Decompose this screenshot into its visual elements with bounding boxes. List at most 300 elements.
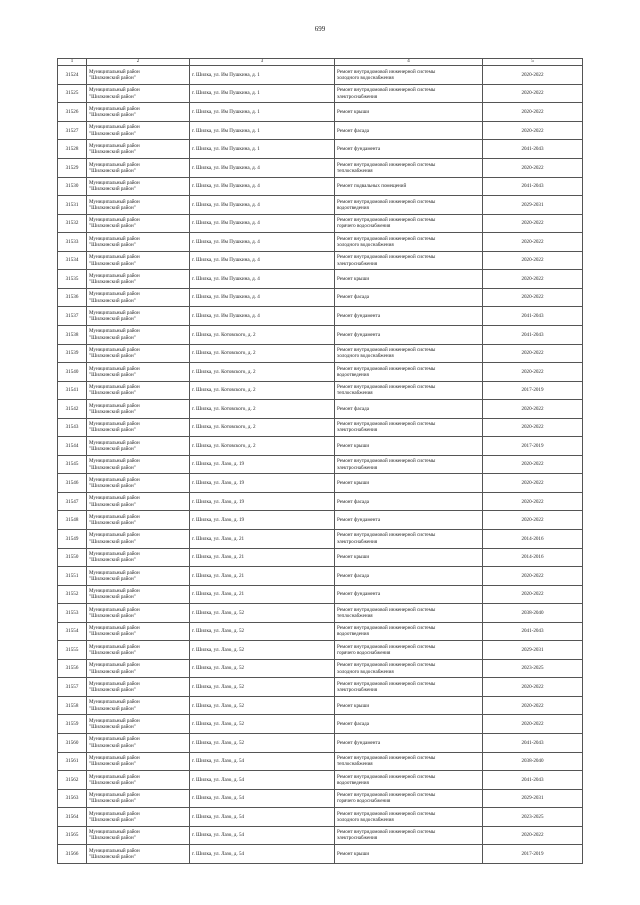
work-type-cell xyxy=(335,325,483,344)
cell-line: Муниципальный район xyxy=(89,662,140,669)
page-number: 699 xyxy=(314,25,326,33)
address-cell: г. Шилка, ул. Им Пушкина, д. 4 xyxy=(190,270,335,289)
record-number-cell: 31530 xyxy=(58,177,87,196)
cell-line: "Шилкинский район" xyxy=(89,93,136,100)
cell-line: "Шилкинский район" xyxy=(89,798,136,805)
period-cell: 2020-2022 xyxy=(483,715,583,734)
cell-line: Муниципальный район xyxy=(89,365,140,372)
municipality-cell xyxy=(87,196,190,215)
work-type-cell xyxy=(335,604,483,623)
record-number-cell: 31524 xyxy=(58,66,87,85)
record-number-cell: 31556 xyxy=(58,659,87,678)
cell-line: Ремонт фундамента xyxy=(337,146,381,153)
cell-line: Муниципальный район xyxy=(89,643,140,650)
cell-line: Ремонт внутридомовой инженерной системы xyxy=(337,217,436,224)
municipality-cell xyxy=(87,270,190,289)
address-cell: г. Шилка, ул. Им Пушкина, д. 1 xyxy=(190,66,335,85)
cell-line: Муниципальный район xyxy=(89,198,140,205)
record-number-cell: 31528 xyxy=(58,140,87,159)
record-number-cell: 31547 xyxy=(58,492,87,511)
cell-line: теплоснабжения xyxy=(337,761,373,768)
period-cell: 2020-2022 xyxy=(483,678,583,697)
period-cell: 2020-2022 xyxy=(483,84,583,103)
cell-line: Муниципальный район xyxy=(89,736,140,743)
period-cell: 2017-2019 xyxy=(483,381,583,400)
municipality-cell xyxy=(87,140,190,159)
cell-line: "Шилкинский район" xyxy=(89,520,136,527)
cell-line: Муниципальный район xyxy=(89,755,140,761)
table-row xyxy=(58,233,583,252)
cell-line: "Шилкинский район" xyxy=(89,687,136,694)
cell-line: Муниципальный район xyxy=(89,272,140,279)
address-cell: г. Шилка, ул. Им Пушкина, д. 1 xyxy=(190,140,335,159)
work-type-cell xyxy=(335,233,483,252)
municipality-cell xyxy=(87,103,190,122)
column-header: 5 xyxy=(483,59,583,66)
table-row xyxy=(58,826,583,845)
work-type-cell xyxy=(335,845,483,864)
table-row xyxy=(58,659,583,678)
table-row xyxy=(58,548,583,567)
table-row xyxy=(58,808,583,827)
cell-line: "Шилкинский район" xyxy=(89,167,136,174)
cell-line: Ремонт фасада xyxy=(337,498,370,505)
cell-line: водоотведения xyxy=(337,204,369,211)
address-cell: г. Шилка, ул. Им Пушкина, д. 4 xyxy=(190,233,335,252)
cell-line: Ремонт фасада xyxy=(337,294,370,301)
cell-line: Ремонт подвальных помещений xyxy=(337,183,407,190)
cell-line: "Шилкинский район" xyxy=(89,742,136,749)
cell-line: Муниципальный район xyxy=(89,87,140,94)
period-cell: 2020-2022 xyxy=(483,159,583,178)
cell-line: "Шилкинский район" xyxy=(89,594,136,601)
cell-line: Ремонт крыши xyxy=(337,275,370,282)
work-type-cell xyxy=(335,715,483,734)
address-cell: г. Шилка, ул. Им Пушкина, д. 1 xyxy=(190,103,335,122)
cell-line: Муниципальный район xyxy=(89,161,140,168)
municipality-cell xyxy=(87,659,190,678)
cell-line: "Шилкинский район" xyxy=(89,483,136,490)
table-row xyxy=(58,604,583,623)
municipality-cell xyxy=(87,121,190,140)
cell-line: водоотведения xyxy=(337,371,369,378)
record-number-cell: 31543 xyxy=(58,418,87,437)
municipality-cell xyxy=(87,678,190,697)
address-cell: г. Шилка, ул. Котовского, д. 2 xyxy=(190,400,335,419)
cell-line: Муниципальный район xyxy=(89,588,140,595)
cell-line: Муниципальный район xyxy=(89,180,140,187)
work-type-cell xyxy=(335,214,483,233)
cell-line: "Шилкинский район" xyxy=(89,575,136,582)
period-cell: 2038-2040 xyxy=(483,752,583,771)
address-cell: г. Шилка, ул. Им Пушкина, д. 1 xyxy=(190,121,335,140)
record-number-cell: 31548 xyxy=(58,511,87,530)
work-type-cell xyxy=(335,548,483,567)
record-number-cell: 31550 xyxy=(58,548,87,567)
cell-line: электроснабжения xyxy=(337,687,378,694)
municipality-cell xyxy=(87,159,190,178)
record-number-cell: 31552 xyxy=(58,585,87,604)
table-row xyxy=(58,789,583,808)
municipality-cell xyxy=(87,622,190,641)
record-number-cell: 31545 xyxy=(58,455,87,474)
cell-line: Муниципальный район xyxy=(89,717,140,724)
work-type-cell xyxy=(335,808,483,827)
cell-line: холодного водоснабжения xyxy=(337,668,394,675)
cell-line: Ремонт крыши xyxy=(337,442,370,449)
address-cell: г. Шилка, ул. Котовского, д. 2 xyxy=(190,363,335,382)
record-number-cell: 31565 xyxy=(58,826,87,845)
cell-line: Муниципальный район xyxy=(89,142,140,149)
work-type-cell xyxy=(335,177,483,196)
cell-line: водоотведения xyxy=(337,779,369,786)
cell-line: горячего водоснабжения xyxy=(337,223,391,230)
municipality-cell xyxy=(87,604,190,623)
cell-line: Муниципальный район xyxy=(89,254,140,261)
work-type-cell xyxy=(335,771,483,790)
cell-line: горячего водоснабжения xyxy=(337,798,391,805)
cell-line: Муниципальный район xyxy=(89,792,140,799)
column-header: 3 xyxy=(190,59,335,66)
municipality-cell xyxy=(87,177,190,196)
period-cell: 2041-2043 xyxy=(483,622,583,641)
cell-line: "Шилкинский район" xyxy=(89,223,136,230)
municipality-cell xyxy=(87,251,190,270)
municipality-cell xyxy=(87,381,190,400)
cell-line: "Шилкинский район" xyxy=(89,816,136,823)
address-cell: г. Шилка, ул. Им Пушкина, д. 4 xyxy=(190,196,335,215)
cell-line: "Шилкинский район" xyxy=(89,260,136,267)
record-number-cell: 31564 xyxy=(58,808,87,827)
work-type-cell xyxy=(335,363,483,382)
period-cell: 2014-2016 xyxy=(483,529,583,548)
address-cell: г. Шилка, ул. Котовского, д. 2 xyxy=(190,325,335,344)
record-number-cell: 31534 xyxy=(58,251,87,270)
table-row xyxy=(58,251,583,270)
table-row xyxy=(58,585,583,604)
work-type-cell xyxy=(335,159,483,178)
work-type-cell xyxy=(335,492,483,511)
record-number-cell: 31549 xyxy=(58,529,87,548)
cell-line: Муниципальный район xyxy=(89,217,140,224)
table-row xyxy=(58,288,583,307)
work-type-cell xyxy=(335,381,483,400)
period-cell: 2017-2019 xyxy=(483,845,583,864)
cell-line: Ремонт фундамента xyxy=(337,313,381,320)
period-cell: 2029-2031 xyxy=(483,196,583,215)
cell-line: Ремонт фасада xyxy=(337,721,370,728)
table-row xyxy=(58,84,583,103)
cell-line: Муниципальный район xyxy=(89,532,140,539)
period-cell: 2023-2025 xyxy=(483,659,583,678)
cell-line: холодного водоснабжения xyxy=(337,75,394,82)
municipality-cell xyxy=(87,789,190,808)
table-row xyxy=(58,196,583,215)
address-cell: г. Шилка, ул. Котовского, д. 2 xyxy=(190,437,335,456)
cell-line: Муниципальный район xyxy=(89,550,140,557)
cell-line: "Шилкинский район" xyxy=(89,390,136,397)
period-cell: 2029-2031 xyxy=(483,641,583,660)
cell-line: Муниципальный район xyxy=(89,384,140,391)
period-cell: 2041-2043 xyxy=(483,733,583,752)
period-cell: 2020-2022 xyxy=(483,492,583,511)
work-type-cell xyxy=(335,196,483,215)
record-number-cell: 31526 xyxy=(58,103,87,122)
municipality-cell xyxy=(87,808,190,827)
period-cell: 2017-2019 xyxy=(483,437,583,456)
work-type-cell xyxy=(335,567,483,586)
work-type-cell xyxy=(335,400,483,419)
cell-line: Муниципальный район xyxy=(89,309,140,316)
table-row xyxy=(58,733,583,752)
address-cell: г. Шилка, ул. Им Пушкина, д. 4 xyxy=(190,214,335,233)
address-cell: г. Шилка, ул. Лазо, д. 21 xyxy=(190,529,335,548)
period-cell: 2041-2043 xyxy=(483,771,583,790)
cell-line: "Шилкинский район" xyxy=(89,779,136,786)
cell-line: Ремонт внутридомовой инженерной системы xyxy=(337,680,436,687)
address-cell: г. Шилка, ул. Лазо, д. 52 xyxy=(190,715,335,734)
work-type-cell xyxy=(335,455,483,474)
cell-line: Ремонт внутридомовой инженерной системы xyxy=(337,384,436,391)
table-row xyxy=(58,177,583,196)
cell-line: Ремонт фасада xyxy=(337,405,370,412)
cell-line: теплоснабжения xyxy=(337,390,373,397)
municipality-cell xyxy=(87,325,190,344)
address-cell: г. Шилка, ул. Лазо, д. 52 xyxy=(190,678,335,697)
municipality-cell xyxy=(87,344,190,363)
table-header xyxy=(58,59,583,66)
table-row xyxy=(58,363,583,382)
work-type-cell xyxy=(335,789,483,808)
municipality-cell xyxy=(87,492,190,511)
record-number-cell: 31555 xyxy=(58,641,87,660)
work-type-cell xyxy=(335,696,483,715)
work-type-cell xyxy=(335,585,483,604)
cell-line: электроснабжения xyxy=(337,464,378,471)
period-cell: 2020-2022 xyxy=(483,455,583,474)
cell-line: "Шилкинский район" xyxy=(89,112,136,119)
cell-line: Ремонт внутридомовой инженерной системы xyxy=(337,625,436,632)
cell-line: Муниципальный район xyxy=(89,810,140,817)
table-row xyxy=(58,270,583,289)
municipality-cell xyxy=(87,400,190,419)
municipality-cell xyxy=(87,641,190,660)
record-number-cell: 31566 xyxy=(58,845,87,864)
table-row xyxy=(58,214,583,233)
work-type-cell xyxy=(335,288,483,307)
record-number-cell: 31557 xyxy=(58,678,87,697)
cell-line: Ремонт фундамента xyxy=(337,739,381,746)
record-number-cell: 31558 xyxy=(58,696,87,715)
work-type-cell xyxy=(335,641,483,660)
cell-line: "Шилкинский район" xyxy=(89,538,136,545)
period-cell: 2020-2022 xyxy=(483,511,583,530)
cell-line: Ремонт внутридомовой инженерной системы xyxy=(337,421,436,428)
cell-line: водоотведения xyxy=(337,631,369,638)
cell-line: Муниципальный район xyxy=(89,699,140,706)
table-row xyxy=(58,455,583,474)
period-cell: 2020-2022 xyxy=(483,474,583,493)
record-number-cell: 31546 xyxy=(58,474,87,493)
municipality-cell xyxy=(87,418,190,437)
cell-line: Ремонт фасада xyxy=(337,127,370,134)
table-row xyxy=(58,121,583,140)
record-number-cell: 31532 xyxy=(58,214,87,233)
municipality-cell xyxy=(87,529,190,548)
table-row xyxy=(58,325,583,344)
cell-line: Муниципальный район xyxy=(89,421,140,428)
period-cell: 2020-2022 xyxy=(483,66,583,85)
cell-line: Ремонт внутридомовой инженерной системы xyxy=(337,810,436,817)
address-cell: г. Шилка, ул. Лазо, д. 19 xyxy=(190,492,335,511)
address-cell: г. Шилка, ул. Лазо, д. 52 xyxy=(190,641,335,660)
cell-line: Ремонт внутридомовой инженерной системы xyxy=(337,643,436,650)
address-cell: г. Шилка, ул. Лазо, д. 52 xyxy=(190,604,335,623)
cell-line: "Шилкинский район" xyxy=(89,501,136,508)
period-cell: 2020-2022 xyxy=(483,826,583,845)
cell-line: Муниципальный район xyxy=(89,476,140,483)
work-type-cell xyxy=(335,511,483,530)
work-type-cell xyxy=(335,752,483,771)
cell-line: холодного водоснабжения xyxy=(337,353,394,360)
record-number-cell: 31529 xyxy=(58,159,87,178)
record-number-cell: 31536 xyxy=(58,288,87,307)
cell-line: Ремонт фундамента xyxy=(337,591,381,598)
cell-line: "Шилкинский район" xyxy=(89,75,136,82)
period-cell: 2014-2016 xyxy=(483,548,583,567)
cell-line: Ремонт фундамента xyxy=(337,517,381,524)
record-number-cell: 31553 xyxy=(58,604,87,623)
municipality-cell xyxy=(87,363,190,382)
record-number-cell: 31538 xyxy=(58,325,87,344)
cell-line: Ремонт внутридомовой инженерной системы xyxy=(337,662,436,669)
cell-line: Муниципальный район xyxy=(89,569,140,576)
table-row xyxy=(58,511,583,530)
period-cell: 2038-2040 xyxy=(483,604,583,623)
cell-line: "Шилкинский район" xyxy=(89,353,136,360)
address-cell: г. Шилка, ул. Им Пушкина, д. 4 xyxy=(190,159,335,178)
record-number-cell: 31559 xyxy=(58,715,87,734)
table-row xyxy=(58,529,583,548)
cell-line: "Шилкинский район" xyxy=(89,724,136,731)
record-number-cell: 31539 xyxy=(58,344,87,363)
work-type-cell xyxy=(335,140,483,159)
cell-line: Ремонт внутридомовой инженерной системы xyxy=(337,161,436,168)
cell-line: Муниципальный район xyxy=(89,328,140,335)
municipality-cell xyxy=(87,585,190,604)
period-cell: 2020-2022 xyxy=(483,418,583,437)
work-type-cell xyxy=(335,84,483,103)
work-type-cell xyxy=(335,66,483,85)
table-row xyxy=(58,437,583,456)
cell-line: Ремонт внутридомовой инженерной системы xyxy=(337,235,436,242)
cell-line: Муниципальный район xyxy=(89,235,140,242)
work-type-cell xyxy=(335,251,483,270)
cell-line: "Шилкинский район" xyxy=(89,241,136,248)
address-cell: г. Шилка, ул. Лазо, д. 54 xyxy=(190,845,335,864)
cell-line: холодного водоснабжения xyxy=(337,816,394,823)
municipality-cell xyxy=(87,307,190,326)
repair-schedule-table xyxy=(57,58,583,864)
cell-line: электроснабжения xyxy=(337,538,378,545)
cell-line: "Шилкинский район" xyxy=(89,557,136,564)
cell-line: "Шилкинский район" xyxy=(89,761,136,768)
work-type-cell xyxy=(335,418,483,437)
work-type-cell xyxy=(335,103,483,122)
municipality-cell xyxy=(87,696,190,715)
period-cell: 2023-2025 xyxy=(483,808,583,827)
period-cell: 2020-2022 xyxy=(483,214,583,233)
cell-line: Ремонт внутридомовой инженерной системы xyxy=(337,254,436,261)
cell-line: Муниципальный район xyxy=(89,513,140,520)
table-row xyxy=(58,715,583,734)
work-type-cell xyxy=(335,344,483,363)
cell-line: Ремонт внутридомовой инженерной системы xyxy=(337,755,436,761)
cell-line: Ремонт внутридомовой инженерной системы xyxy=(337,606,436,613)
municipality-cell xyxy=(87,474,190,493)
cell-line: "Шилкинский район" xyxy=(89,464,136,471)
cell-line: "Шилкинский район" xyxy=(89,446,136,452)
cell-line: Муниципальный район xyxy=(89,105,140,112)
cell-line: электроснабжения xyxy=(337,427,378,434)
cell-line: "Шилкинский район" xyxy=(89,835,136,842)
record-number-cell: 31533 xyxy=(58,233,87,252)
address-cell: г. Шилка, ул. Им Пушкина, д. 4 xyxy=(190,177,335,196)
municipality-cell xyxy=(87,733,190,752)
period-cell: 2041-2043 xyxy=(483,177,583,196)
address-cell: г. Шилка, ул. Лазо, д. 52 xyxy=(190,696,335,715)
record-number-cell: 31551 xyxy=(58,567,87,586)
municipality-cell xyxy=(87,826,190,845)
cell-line: Муниципальный район xyxy=(89,829,140,836)
table-row xyxy=(58,678,583,697)
cell-line: Ремонт крыши xyxy=(337,109,370,116)
cell-line: теплоснабжения xyxy=(337,167,373,174)
table-row xyxy=(58,418,583,437)
cell-line: Ремонт крыши xyxy=(337,479,370,486)
address-cell: г. Шилка, ул. Котовского, д. 2 xyxy=(190,418,335,437)
work-type-cell xyxy=(335,659,483,678)
cell-line: Муниципальный район xyxy=(89,402,140,409)
cell-line: "Шилкинский район" xyxy=(89,130,136,137)
table-row xyxy=(58,140,583,159)
cell-line: электроснабжения xyxy=(337,260,378,267)
work-type-cell xyxy=(335,270,483,289)
cell-line: Ремонт крыши xyxy=(337,850,370,857)
cell-line: "Шилкинский район" xyxy=(89,612,136,619)
municipality-cell xyxy=(87,548,190,567)
address-cell: г. Шилка, ул. Лазо, д. 54 xyxy=(190,826,335,845)
cell-line: "Шилкинский район" xyxy=(89,427,136,434)
period-cell: 2020-2022 xyxy=(483,288,583,307)
period-cell: 2020-2022 xyxy=(483,344,583,363)
period-cell: 2020-2022 xyxy=(483,233,583,252)
table-row xyxy=(58,66,583,85)
record-number-cell: 31535 xyxy=(58,270,87,289)
record-number-cell: 31554 xyxy=(58,622,87,641)
record-number-cell: 31563 xyxy=(58,789,87,808)
address-cell: г. Шилка, ул. Им Пушкина, д. 4 xyxy=(190,288,335,307)
table-body xyxy=(58,66,583,864)
cell-line: Муниципальный район xyxy=(89,625,140,632)
table-row xyxy=(58,752,583,771)
period-cell: 2041-2043 xyxy=(483,307,583,326)
cell-line: Ремонт внутридомовой инженерной системы xyxy=(337,198,436,205)
cell-line: Ремонт внутридомовой инженерной системы xyxy=(337,532,436,539)
period-cell: 2029-2031 xyxy=(483,789,583,808)
cell-line: Муниципальный район xyxy=(89,346,140,353)
work-type-cell xyxy=(335,678,483,697)
